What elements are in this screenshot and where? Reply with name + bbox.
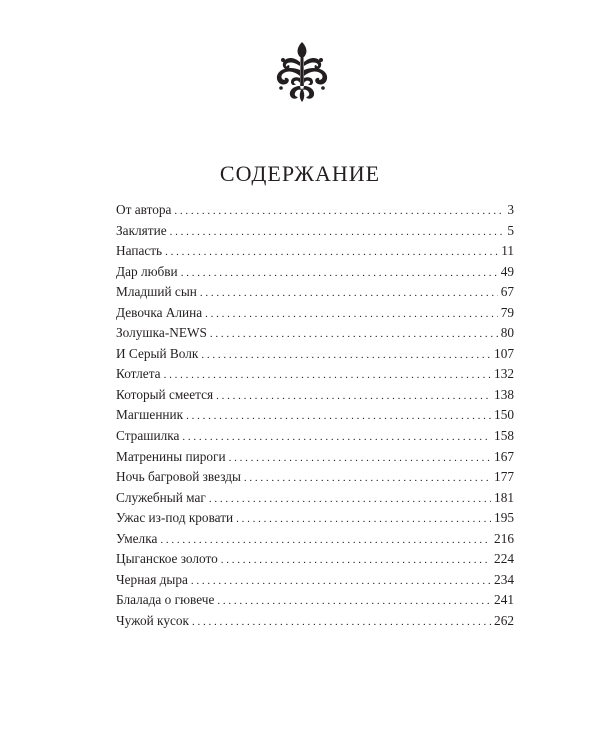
toc-entry-page-number: 234	[494, 571, 514, 587]
toc-dot-leader	[170, 222, 505, 242]
toc-dot-leader	[192, 612, 491, 632]
toc-entry-title: От автора	[116, 202, 172, 217]
toc-dot-leader	[236, 509, 491, 529]
toc-entry[interactable]	[116, 262, 514, 283]
toc-entry[interactable]	[116, 323, 514, 344]
toc-dot-leader	[217, 591, 491, 611]
toc-dot-leader	[201, 345, 491, 365]
toc-entry-page-number: 79	[500, 304, 514, 320]
toc-entry[interactable]	[116, 426, 514, 447]
toc-entry-title: Золушка-NEWS	[116, 325, 207, 341]
toc-entry-page-number: 5	[507, 222, 514, 238]
toc-entry-page-number: 150	[494, 407, 514, 423]
toc-entry[interactable]	[116, 282, 514, 303]
toc-entry-title: Служебный маг	[116, 489, 206, 505]
floral-ornament-icon	[275, 40, 329, 104]
toc-entry[interactable]	[116, 200, 514, 221]
toc-dot-leader	[165, 242, 498, 262]
toc-entry-title: Ночь багровой звезды	[116, 469, 241, 485]
toc-dot-leader	[191, 571, 491, 591]
toc-dot-leader	[174, 201, 504, 221]
toc-entry-page-number: 262	[494, 612, 514, 628]
toc-entry-page-number: 67	[500, 284, 514, 300]
toc-dot-leader	[186, 406, 491, 426]
toc-entry-page-number: 241	[494, 592, 514, 608]
toc-entry-page-number: 138	[494, 386, 514, 402]
toc-entry-page-number: 107	[494, 345, 514, 361]
toc-entry-page-number: 3	[507, 202, 514, 217]
toc-entry[interactable]	[116, 467, 514, 488]
toc-entry[interactable]	[116, 529, 514, 550]
toc-entry[interactable]	[116, 364, 514, 385]
toc-dot-leader	[182, 427, 491, 447]
toc-dot-leader	[164, 365, 491, 385]
toc-entry-title: Матренины пироги	[116, 448, 226, 464]
toc-entry[interactable]	[116, 590, 514, 611]
toc-entry[interactable]	[116, 344, 514, 365]
toc-entry-title: Дар любви	[116, 263, 178, 279]
toc-entry-title: Ужас из-под кровати	[116, 510, 234, 526]
toc-entry-title: Напасть	[116, 243, 163, 259]
toc-entry[interactable]	[116, 303, 514, 324]
toc-entry-page-number: 11	[501, 243, 514, 259]
toc-entry-page-number: 224	[494, 551, 514, 567]
toc-entry[interactable]	[116, 570, 514, 591]
toc-entry-title: Который смеется	[116, 386, 214, 402]
toc-dot-leader	[210, 324, 498, 344]
toc-entry-title: Чужой кусок	[116, 612, 189, 628]
toc-entry-page-number: 167	[494, 448, 514, 464]
toc-entry[interactable]	[116, 508, 514, 529]
toc-entry-title: Умелка	[116, 530, 158, 546]
toc-dot-leader	[244, 468, 491, 488]
toc-entry-title: Черная дыра	[116, 571, 188, 587]
toc-entry[interactable]	[116, 405, 514, 426]
toc-dot-leader	[209, 489, 491, 509]
toc-dot-leader	[181, 263, 498, 283]
toc-entry[interactable]	[116, 611, 514, 632]
toc-entry-title: Страшилка	[116, 428, 180, 444]
toc-dot-leader	[160, 530, 491, 550]
toc-entry-page-number: 195	[494, 510, 514, 526]
toc-entry-title: Котлета	[116, 366, 161, 382]
toc-entry-title: Младший сын	[116, 284, 197, 300]
toc-entry-page-number: 158	[494, 428, 514, 444]
toc-entry[interactable]	[116, 241, 514, 262]
toc-entry-title: Блалада о гювече	[116, 592, 215, 608]
page-title: СОДЕРЖАНИЕ	[219, 161, 381, 186]
toc-entry-page-number: 216	[494, 530, 514, 546]
toc-entry[interactable]	[116, 549, 514, 570]
toc-entry-title: И Серый Волк	[116, 345, 199, 361]
toc-entry-page-number: 177	[494, 469, 514, 485]
toc-entry-page-number: 132	[494, 366, 514, 382]
toc-dot-leader	[221, 550, 491, 570]
toc-dot-leader	[216, 386, 491, 406]
toc-entry-page-number: 49	[500, 263, 514, 279]
toc-entry-title: Девочка Алина	[116, 304, 203, 320]
toc-entry-title: Заклятие	[116, 222, 167, 238]
toc-entry[interactable]	[116, 488, 514, 509]
toc-dot-leader	[229, 448, 491, 468]
toc-entry-page-number: 181	[494, 489, 514, 505]
toc-entry-page-number: 80	[500, 325, 514, 341]
toc-entry[interactable]	[116, 221, 514, 242]
toc-entry[interactable]	[116, 447, 514, 468]
toc-entry-title: Магшенник	[116, 407, 184, 423]
toc-entry[interactable]	[116, 385, 514, 406]
toc-dot-leader	[205, 304, 498, 324]
toc-entry-title: Цыганское золото	[116, 551, 218, 567]
toc-dot-leader	[200, 283, 498, 303]
table-of-contents	[116, 200, 514, 631]
